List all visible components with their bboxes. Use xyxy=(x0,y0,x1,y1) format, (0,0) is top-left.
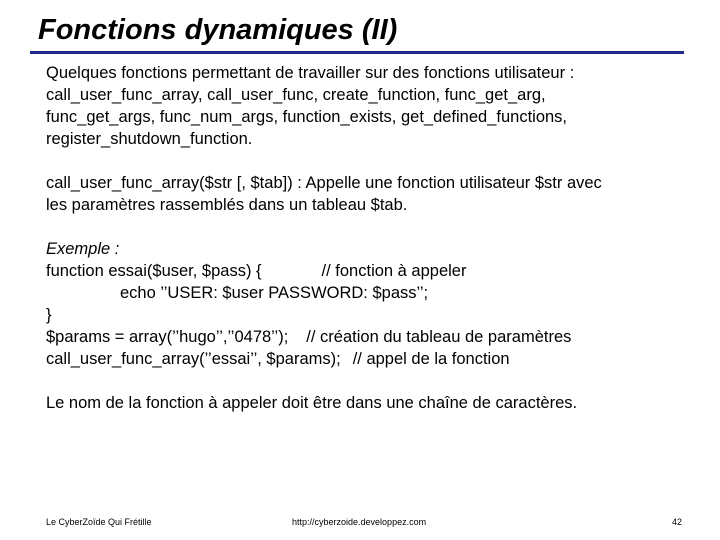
spacer xyxy=(46,370,696,392)
intro-line: func_get_args, func_num_args, function_exists, get_defined_functions, xyxy=(46,108,568,126)
title-underline xyxy=(30,51,684,54)
intro-line: call_user_func_array, call_user_func, create_function, func_get_arg, xyxy=(46,86,546,104)
code-line-call: call_user_func_array(’’essai’’, $params); // appel de la fonction xyxy=(46,350,510,368)
code-comment: // appel de la fonction xyxy=(352,350,510,368)
slide-title: Fonctions dynamiques (II) xyxy=(38,14,398,46)
slide-body xyxy=(46,62,696,414)
intro-line: register_shutdown_function. xyxy=(46,130,253,148)
code-line-params: $params = array(’’hugo’’,’’0478’’); // création du tableau de paramètres xyxy=(46,328,572,346)
code-comment: // fonction à appeler xyxy=(321,262,467,280)
spacer xyxy=(46,150,696,172)
conclusion-line: Le nom de la fonction à appeler doit être dans une chaîne de caractères. xyxy=(46,394,578,412)
intro-line: Quelques fonctions permettant de travailler sur des fonctions utilisateur : xyxy=(46,64,575,82)
footer-author: Le CyberZoïde Qui Frétille xyxy=(46,517,152,527)
code-line-echo: echo ’’USER: $user PASSWORD: $pass’’; xyxy=(120,284,429,302)
spacer xyxy=(46,216,696,238)
footer-url: http://cyberzoide.developpez.com xyxy=(292,517,427,527)
definition-line: call_user_func_array($str [, $tab]) : Appelle une fonction utilisateur $str avec xyxy=(46,174,602,192)
definition-line: les paramètres rassemblés dans un tableau $tab. xyxy=(46,196,408,214)
code-line-brace: } xyxy=(46,306,52,324)
footer-page-number: 42 xyxy=(671,517,682,527)
example-label: Exemple : xyxy=(46,240,120,258)
code-comment: // création du tableau de paramètres xyxy=(306,328,572,346)
code-line-function: function essai($user, $pass) { // fonction à appeler xyxy=(46,262,467,280)
